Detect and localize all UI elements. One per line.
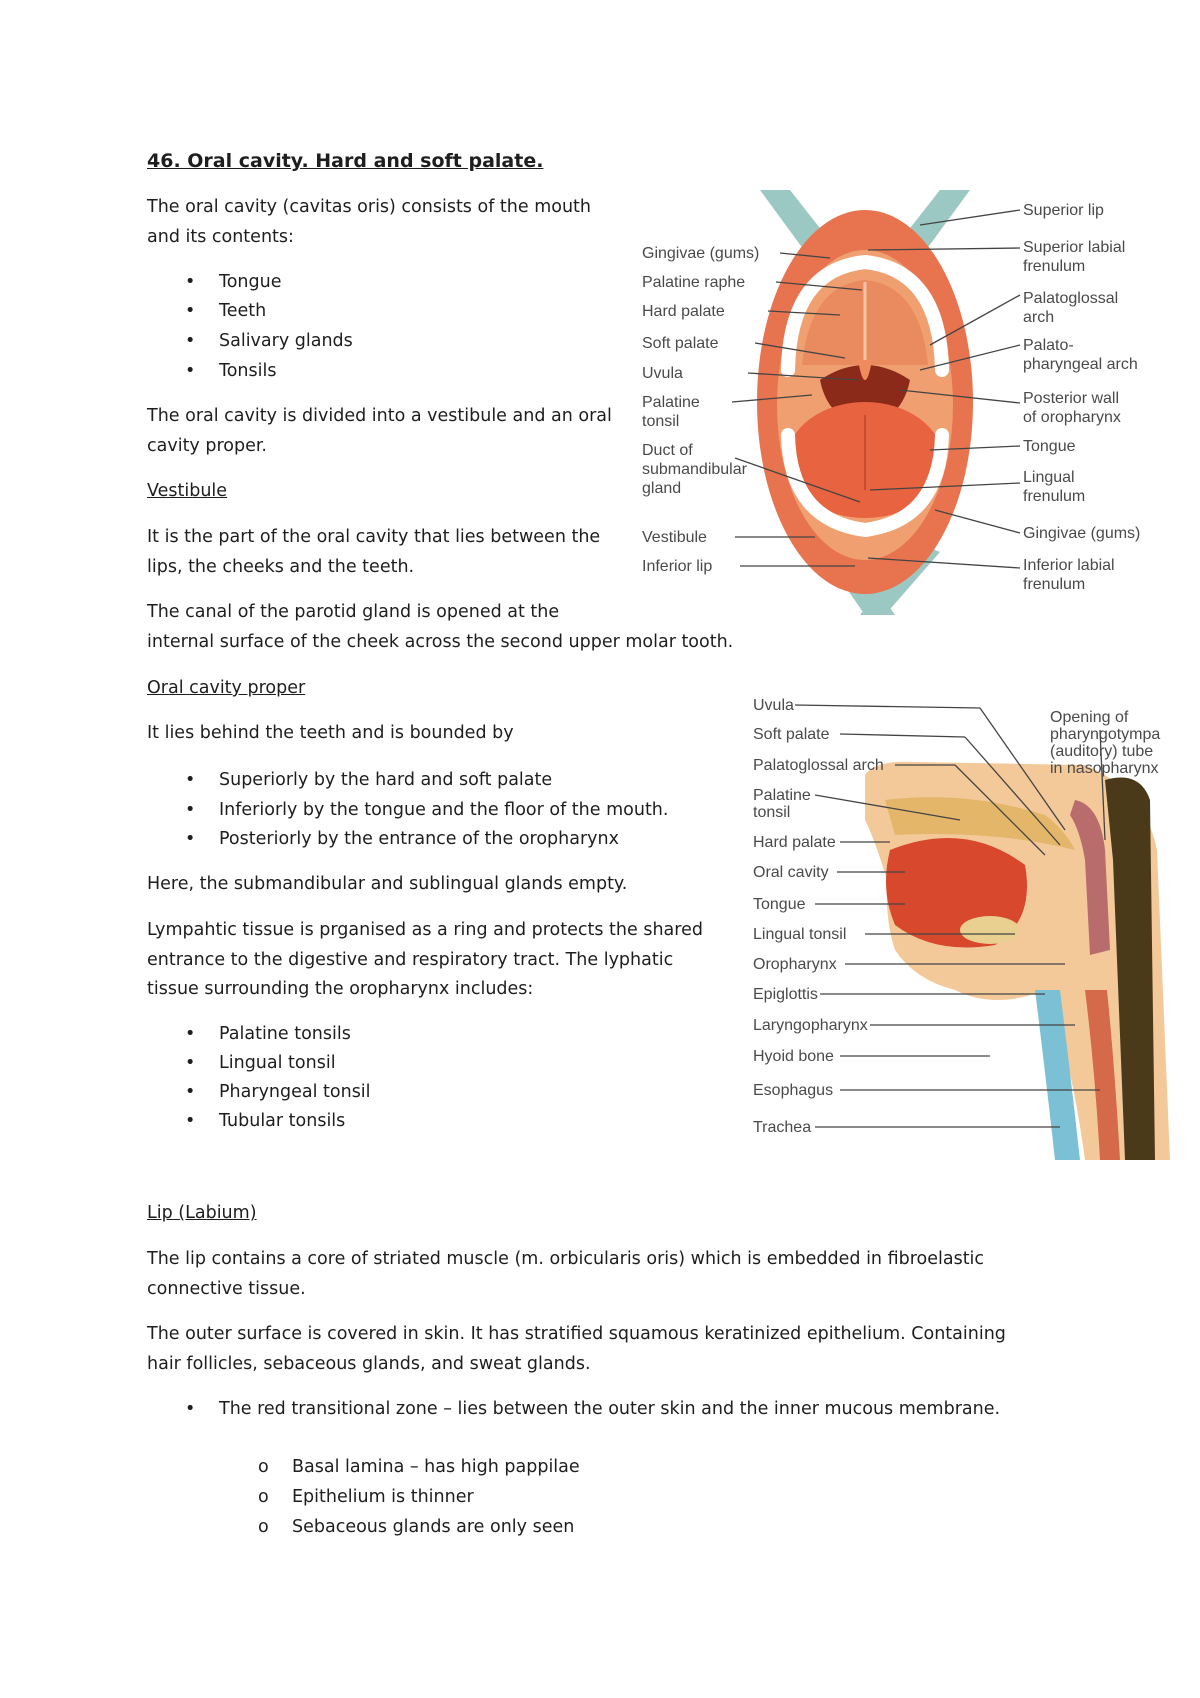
tonsil-item-pharyngeal: • Pharyngeal tonsil xyxy=(219,1082,371,1102)
tonsil-item-palatine: • Palatine tonsils xyxy=(219,1024,351,1044)
label-epiglottis: Epiglottis xyxy=(753,986,818,1003)
proper-heading: Oral cavity proper xyxy=(147,678,306,698)
label-oral-cavity: Oral cavity xyxy=(753,864,829,881)
label-arch: arch xyxy=(1023,309,1055,326)
content-item-tonsils: • Tonsils xyxy=(219,361,276,381)
label-palatine-2: Palatine xyxy=(753,787,811,804)
label-tonsil: tonsil xyxy=(642,413,680,430)
glands-text: Here, the submandibular and sublingual glands empty. xyxy=(147,874,628,894)
label-oropharynx: Oropharynx xyxy=(753,956,837,973)
label-duct-of: Duct of xyxy=(642,442,693,459)
label-frenulum-3: frenulum xyxy=(1023,576,1086,593)
label-pharyngeal-arch: pharyngeal arch xyxy=(1023,356,1138,373)
zone-subitem-sebaceous: o Sebaceous glands are only seen xyxy=(292,1517,574,1537)
label-palatine: Palatine xyxy=(642,394,700,411)
label-gingivae-left: Gingivae (gums) xyxy=(642,245,760,262)
label-palatoglossal-arch: Palatoglossal arch xyxy=(753,757,884,774)
label-gingivae-right: Gingivae (gums) xyxy=(1023,525,1141,542)
label-inferior-lip: Inferior lip xyxy=(642,558,713,575)
label-superior-lip: Superior lip xyxy=(1023,202,1104,219)
label-tongue: Tongue xyxy=(1023,438,1076,455)
label-trachea: Trachea xyxy=(753,1119,812,1136)
zone-item: • The red transitional zone – lies between the outer skin and the inner mucous membrane. xyxy=(219,1399,1000,1419)
lip-heading: Lip (Labium) xyxy=(147,1203,257,1223)
label-tongue-2: Tongue xyxy=(753,896,806,913)
division-line-2: cavity proper. xyxy=(147,436,267,456)
proper-intro: It lies behind the teeth and is bounded by xyxy=(147,723,514,743)
vestibule-p1-line-1: It is the part of the oral cavity that lies between the xyxy=(147,527,601,547)
tonsil-item-lingual: • Lingual tonsil xyxy=(219,1053,336,1073)
lip-p1-line-2: connective tissue. xyxy=(147,1279,306,1299)
intro-line-1: The oral cavity (cavitas oris) consists of the mouth xyxy=(147,197,592,217)
lymph-line-1: Lympahtic tissue is prganised as a ring and protects the shared xyxy=(147,920,703,940)
vestibule-p1-line-2: lips, the cheeks and the teeth. xyxy=(147,557,415,577)
label-vestibule: Vestibule xyxy=(642,529,707,546)
label-hyoid-bone: Hyoid bone xyxy=(753,1048,834,1065)
label-pharyngotympa: pharyngotympa xyxy=(1050,726,1161,743)
sagittal-section-figure xyxy=(745,690,1190,1175)
label-uvula: Uvula xyxy=(642,365,683,382)
vestibule-heading: Vestibule xyxy=(147,481,228,501)
lip-p2-line-1: The outer surface is covered in skin. It has stratified squamous keratinized epithelium. Containing xyxy=(147,1324,1006,1344)
label-frenulum-1: frenulum xyxy=(1023,258,1086,275)
boundary-item-superior: • Superiorly by the hard and soft palate xyxy=(219,770,552,790)
oral-cavity-figure xyxy=(640,190,1180,620)
content-item-teeth: • Teeth xyxy=(219,301,266,321)
label-palato: Palato- xyxy=(1023,337,1074,354)
content-item-tongue: • Tongue xyxy=(219,272,281,292)
zone-subitem-epithelium: o Epithelium is thinner xyxy=(292,1487,474,1507)
content-item-salivary-glands: • Salivary glands xyxy=(219,331,353,351)
zone-subitem-basal-lamina: o Basal lamina – has high pappilae xyxy=(292,1457,580,1477)
tonsil-item-tubular: • Tubular tonsils xyxy=(219,1111,345,1131)
division-line-1: The oral cavity is divided into a vestibule and an oral xyxy=(147,406,612,426)
label-lingual-tonsil: Lingual tonsil xyxy=(753,926,847,943)
boundary-item-inferior: • Inferiorly by the tongue and the floor of the mouth. xyxy=(219,800,668,820)
label-hard-palate-2: Hard palate xyxy=(753,834,836,851)
label-uvula-2: Uvula xyxy=(753,697,794,714)
label-lingual: Lingual xyxy=(1023,469,1075,486)
label-gland: gland xyxy=(642,480,682,497)
label-soft-palate-2: Soft palate xyxy=(753,726,830,743)
vestibule-p2-line-2: internal surface of the cheek across the second upper molar tooth. xyxy=(147,632,734,652)
vestibule-p2-line-1: The canal of the parotid gland is opened at the xyxy=(147,602,560,622)
label-laryngopharynx: Laryngopharynx xyxy=(753,1017,868,1034)
lip-p2-line-2: hair follicles, sebaceous glands, and sweat glands. xyxy=(147,1354,591,1374)
label-soft-palate: Soft palate xyxy=(642,335,719,352)
label-of-oropharynx: of oropharynx xyxy=(1023,409,1121,426)
label-inferior-labial: Inferior labial xyxy=(1023,557,1115,574)
label-tonsil-2: tonsil xyxy=(753,804,791,821)
label-submandibular: submandibular xyxy=(642,461,747,478)
label-esophagus: Esophagus xyxy=(753,1082,834,1099)
lymph-line-3: tissue surrounding the oropharynx includes: xyxy=(147,979,534,999)
label-in-nasopharynx: in nasopharynx xyxy=(1050,760,1159,777)
lymph-line-2: entrance to the digestive and respiratory tract. The lyphatic xyxy=(147,950,674,970)
lip-p1-line-1: The lip contains a core of striated muscle (m. orbicularis oris) which is embedded in fibroelastic xyxy=(147,1249,985,1269)
label-palatine-raphe: Palatine raphe xyxy=(642,274,746,291)
label-auditory-tube: (auditory) tube xyxy=(1050,743,1154,760)
label-palatoglossal: Palatoglossal xyxy=(1023,290,1119,307)
hyoid-bone xyxy=(960,916,1020,944)
label-opening-of: Opening of xyxy=(1050,709,1129,726)
label-frenulum-2: frenulum xyxy=(1023,488,1086,505)
label-posterior-wall: Posterior wall xyxy=(1023,390,1120,407)
page-title: 46. Oral cavity. Hard and soft palate. xyxy=(147,150,544,172)
label-hard-palate: Hard palate xyxy=(642,303,725,320)
boundary-item-posterior: • Posteriorly by the entrance of the oropharynx xyxy=(219,829,619,849)
intro-line-2: and its contents: xyxy=(147,227,294,247)
label-superior-labial: Superior labial xyxy=(1023,239,1126,256)
